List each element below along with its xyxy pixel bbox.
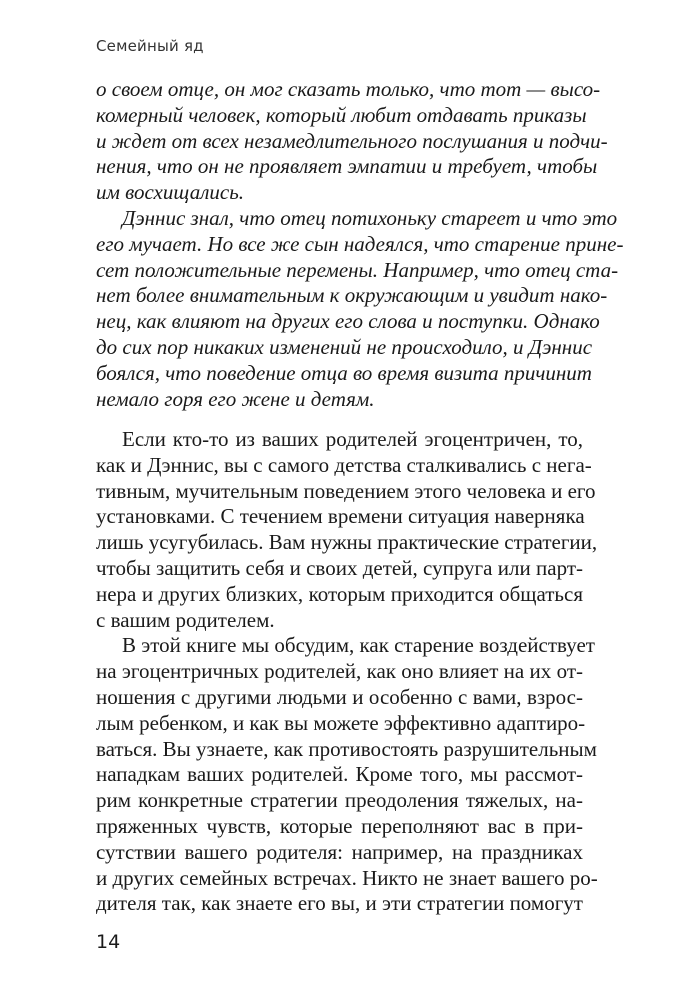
text-line: о своем отце, он мог сказать только, что тот — высо- bbox=[96, 77, 601, 101]
text-line: нет более внимательным к окружающим и увидит нако- bbox=[96, 283, 608, 308]
text-line: чтобы защитить себя и своих детей, супруга или парт- bbox=[96, 555, 583, 580]
text-line: и ждет от всех незамедлительного послушания и подчи- bbox=[96, 128, 608, 153]
text-line: нера и других близких, которым приходится общаться bbox=[96, 581, 583, 606]
text-line: и других семейных встречах. Никто не знает вашего ро- bbox=[96, 865, 598, 890]
text-line: немало горя его жене и детям. bbox=[96, 386, 375, 411]
text-line: В этой книге мы обсудим, как старение воздействует bbox=[122, 633, 595, 658]
text-line: установками. С течением времени ситуация наверняка bbox=[96, 504, 585, 529]
text-line: пряженных чувств, которые переполняют вас в при- bbox=[96, 813, 583, 838]
text-line: боялся, что поведение отца во время визита причинит bbox=[96, 360, 592, 385]
text-line: с вашим родителем. bbox=[96, 607, 275, 632]
text-line: комерный человек, который любит отдавать приказы bbox=[96, 102, 587, 127]
text-line: ваться. Вы узнаете, как противостоять разрушительным bbox=[96, 736, 597, 761]
italic-case-excerpt bbox=[96, 77, 624, 412]
text-line: лым ребенком, и как вы можете эффективно адаптиро- bbox=[96, 710, 586, 735]
text-line: ношения с другими людьми и особенно с вами, взрос- bbox=[96, 684, 583, 709]
text-line: нападкам ваших родителей. Кроме того, мы рассмот- bbox=[96, 762, 583, 787]
text-line: им восхищались. bbox=[96, 180, 245, 205]
body-text bbox=[96, 427, 598, 917]
text-line: дителя так, как знаете его вы, и эти стратегии помогут bbox=[96, 891, 583, 916]
text-line: рим конкретные стратегии преодоления тяжелых, на- bbox=[96, 788, 583, 813]
text-line: его мучает. Но все же сын надеялся, что старение прине- bbox=[96, 231, 624, 256]
text-line: на эгоцентричных родителей, как оно влияет на их от- bbox=[96, 659, 583, 684]
text-line: нения, что он не проявляет эмпатии и требует, чтобы bbox=[96, 154, 598, 179]
text-line: до сих пор никаких изменений не происходило, и Дэннис bbox=[96, 334, 593, 359]
text-line: сет положительные перемены. Например, что отец ста- bbox=[96, 257, 619, 282]
text-line: как и Дэннис, вы с самого детства сталкивались с нега- bbox=[96, 452, 592, 477]
running-head-title: Семейный яд bbox=[96, 37, 204, 55]
text-line: тивным, мучительным поведением этого человека и его bbox=[96, 478, 596, 503]
text-line: сутствии вашего родителя: например, на праздниках bbox=[96, 839, 583, 864]
text-line: Дэннис знал, что отец потихоньку стареет и что это bbox=[122, 205, 618, 230]
page-number: 14 bbox=[96, 931, 121, 953]
text-line: лишь усугубилась. Вам нужны практические стратегии, bbox=[96, 530, 598, 555]
text-line: Если кто-то из ваших родителей эгоцентричен, то, bbox=[122, 427, 583, 451]
text-line: нец, как влияют на других его слова и поступки. Однако bbox=[96, 309, 600, 334]
